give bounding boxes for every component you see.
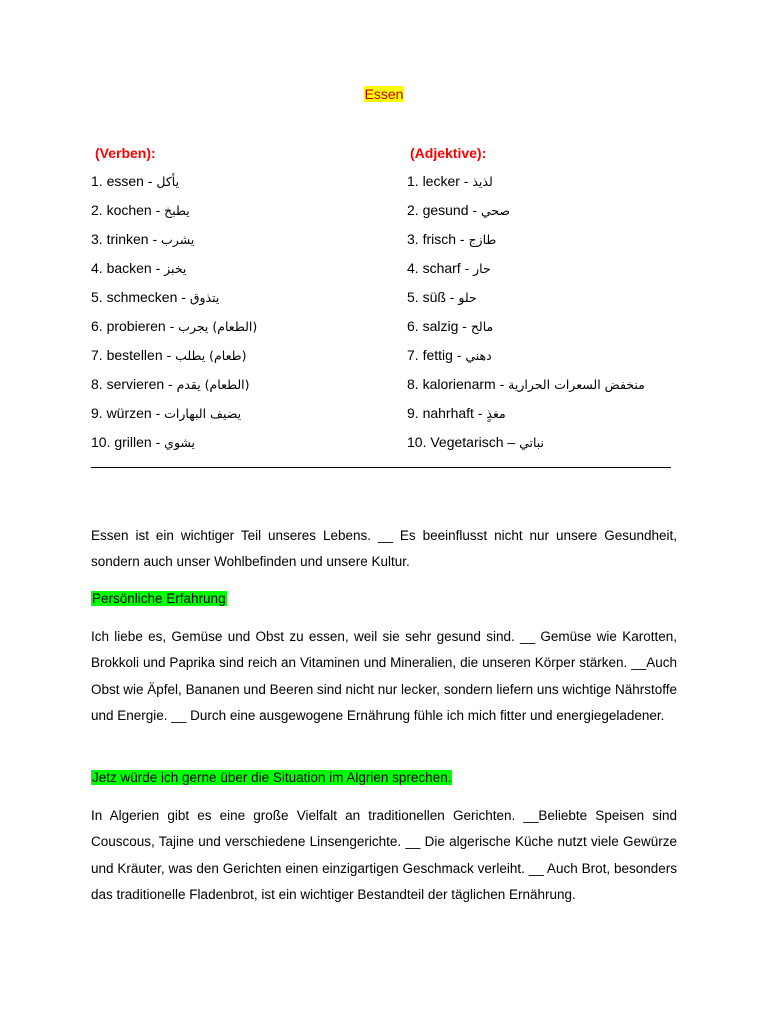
list-item: 7. bestellen - (طعام) يطلب (91, 347, 247, 363)
list-item: 10. grillen - يشوي (91, 434, 196, 450)
list-item: 4. scharf - حار (407, 260, 491, 276)
list-item: 5. schmecken - يتذوق (91, 289, 220, 305)
list-item: 8. kalorienarm - منخفض السعرات الحرارية (407, 376, 645, 392)
list-item: 10. Vegetarisch – نباتي (407, 434, 545, 450)
list-item: 2. kochen - يطبخ (91, 202, 190, 218)
list-item: 9. nahrhaft - مغذٍ (407, 405, 506, 421)
document-title: Essen (364, 86, 404, 102)
list-item: 6. probieren - (الطعام) يجرب (91, 318, 258, 334)
intro-paragraph: Essen ist ein wichtiger Teil unseres Lebens. __ Es beeinflusst nicht nur unsere Gesundheit, sondern auch unser Wohlbefinden und unsere Kultur. (91, 528, 677, 570)
list-item: 7. fettig - دهني (407, 347, 492, 363)
list-item: 8. servieren - (الطعام) يقدم (91, 376, 250, 392)
list-item: 3. frisch - طازج (407, 231, 497, 247)
verbs-list (91, 172, 257, 462)
list-item: 1. essen - يأكل (91, 173, 180, 189)
personal-experience-paragraph: Ich liebe es, Gemüse und Obst zu essen, weil sie sehr gesund sind. __ Gemüse wie Karotten, Brokkoli und Paprika sind reich an Vitaminen und Mineralien, die unseren Körper stärken. __Auch Obst wie Äpfel, Bananen und Beeren sind nicht nur lecker, sondern liefern uns wichtige Nährstoffe und Energie. __ Durch eine ausgewogene Ernährung fühle ich mich fitter und energiegeladener. (91, 629, 677, 723)
list-item: 2. gesund - صحي (407, 202, 511, 218)
section-heading-personal: Persönliche Erfahrung (92, 591, 226, 606)
list-item: 4. backen - يخبز (91, 260, 187, 276)
verbs-heading: (Verben): (95, 145, 156, 161)
list-item: 3. trinken - يشرب (91, 231, 195, 247)
list-item: 9. würzen - يضيف البهارات (91, 405, 242, 421)
list-item: 6. salzig - مالح (407, 318, 494, 334)
adjectives-heading: (Adjektive): (410, 145, 487, 161)
algeria-paragraph: In Algerien gibt es eine große Vielfalt an traditionellen Gerichten. __Beliebte Speisen sind Couscous, Tajine und verschiedene Linsengerichte. __ Die algerische Küche nutzt viele Gewürze und Kräuter, was den Gerichten einen einzigartigen Geschmack verleiht. __ Auch Brot, besonders das traditionelle Fladenbrot, ist ein wichtiger Bestandteil der täglichen Ernährung. (91, 808, 677, 902)
list-item: 1. lecker - لذيذ (407, 173, 493, 189)
adjectives-list (407, 172, 645, 462)
section-heading-algeria: Jetz würde ich gerne über die Situation im Algrien sprechen. (92, 770, 452, 785)
divider-line (91, 467, 671, 468)
list-item: 5. süß - حلو (407, 289, 477, 305)
